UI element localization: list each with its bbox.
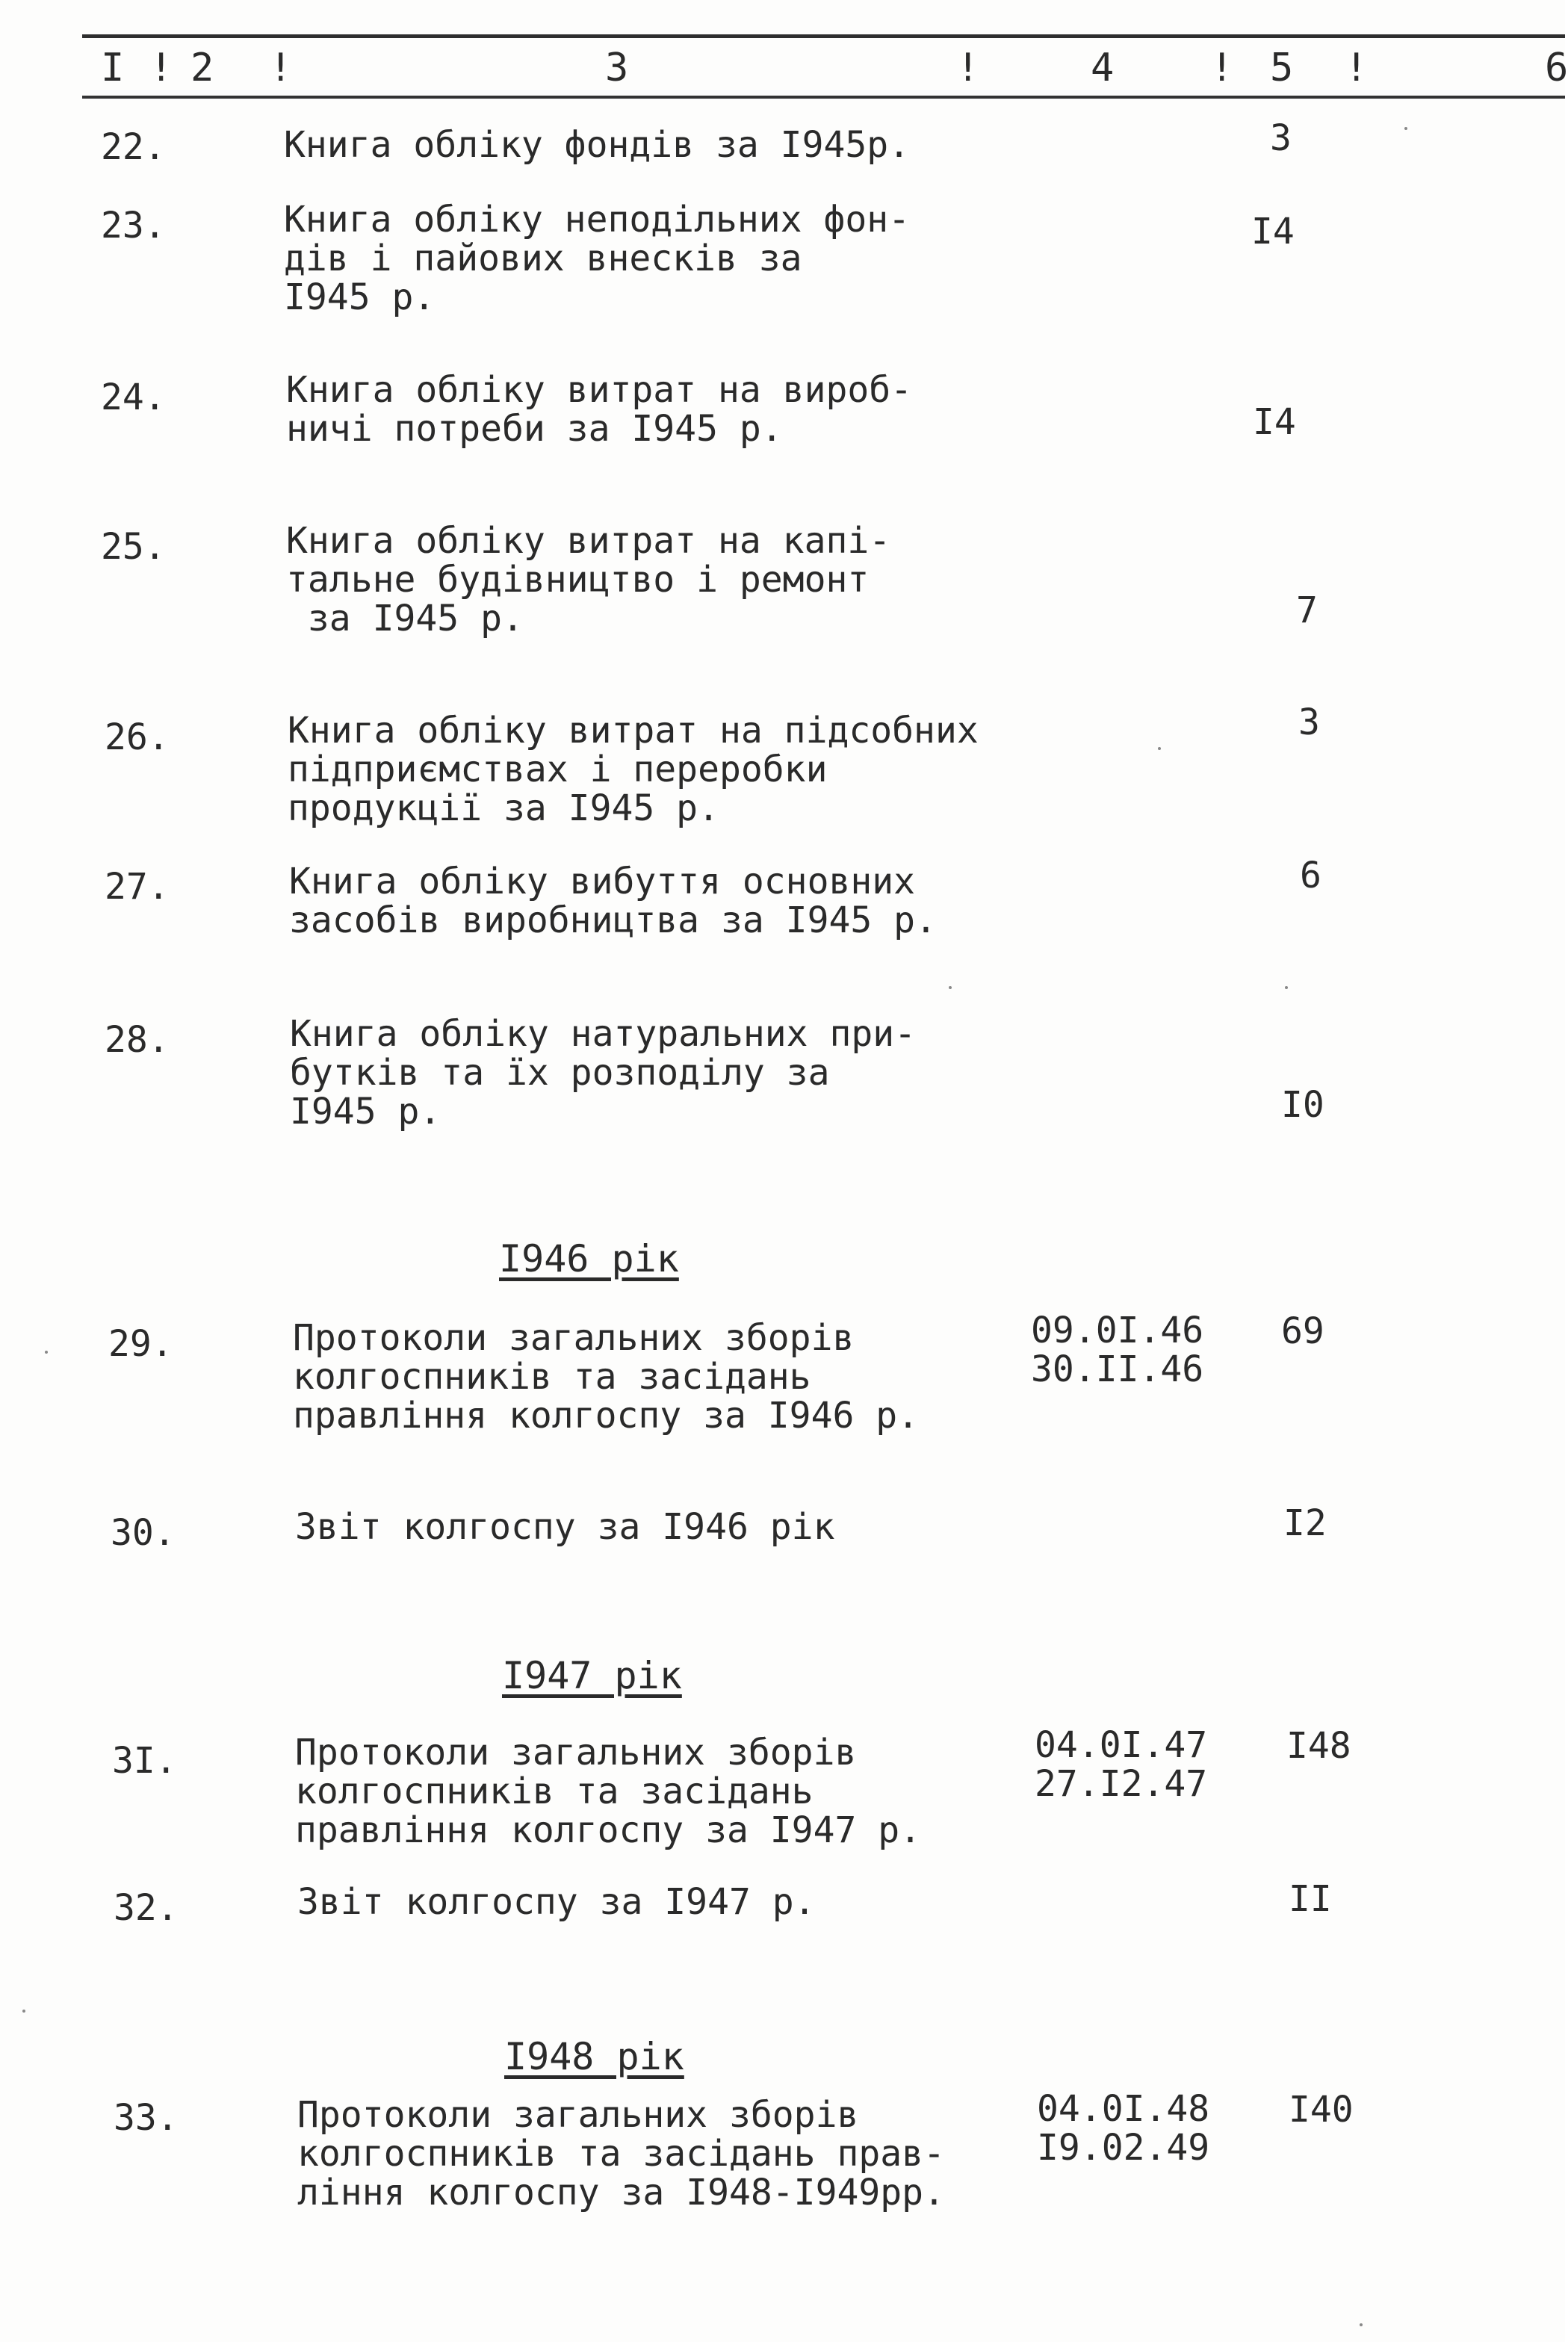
scan-speck xyxy=(949,986,952,989)
entry-page-count: I2 xyxy=(1283,1502,1327,1544)
entry-number: 23. xyxy=(101,205,166,247)
entry-title: Книга обліку неподільних фон- дів і пайових внесків за I945 р. xyxy=(284,199,911,318)
header-col-1: I xyxy=(101,46,125,90)
entry-page-count: 3 xyxy=(1270,117,1292,159)
entry-title: Книга обліку натуральних при- бутків та їх розподілу за I945 р. xyxy=(290,1013,917,1133)
header-col-6: 6 xyxy=(1545,46,1568,90)
header-col-5: 5 xyxy=(1270,46,1294,90)
entry-page-count: 69 xyxy=(1281,1310,1324,1352)
header-col-4: 4 xyxy=(1091,46,1115,90)
entry-page-count: I40 xyxy=(1289,2089,1354,2131)
scan-speck xyxy=(1285,986,1288,989)
entry-number: 29. xyxy=(108,1323,173,1365)
entry-title: Книга обліку витрат на капі- тальне будівництво і ремонт за I945 р. xyxy=(286,520,891,639)
entry-number: 30. xyxy=(111,1512,176,1554)
entry-date-range: 09.0I.46 30.II.46 xyxy=(1031,1310,1204,1390)
entry-page-count: II xyxy=(1289,1878,1332,1920)
entry-title: Протоколи загальних зборів колгоспників та засідань правління колгоспу за I947 р. xyxy=(295,1732,922,1851)
scan-speck xyxy=(1158,747,1161,750)
scan-speck xyxy=(45,1351,48,1354)
entry-number: 33. xyxy=(114,2097,179,2139)
entry-title: Книга обліку витрат на вироб- ничі потреби за I945 р. xyxy=(286,369,913,450)
column-header-row xyxy=(0,42,1568,94)
entry-page-count: I4 xyxy=(1251,211,1295,253)
header-separator: ! xyxy=(1210,46,1234,90)
header-rule xyxy=(82,96,1565,99)
year-heading: I947 рік xyxy=(502,1654,682,1697)
header-separator: ! xyxy=(956,46,980,90)
entry-number: 22. xyxy=(101,126,166,168)
entry-page-count: I4 xyxy=(1253,401,1296,443)
entry-number: 3I. xyxy=(112,1740,177,1782)
entry-title: Звіт колгоспу за I946 рік xyxy=(295,1506,835,1548)
header-separator: ! xyxy=(269,46,293,90)
entry-number: 25. xyxy=(101,526,166,568)
entry-title: Книга обліку витрат на підсобних підприємствах і переробки продукції за I945 р. xyxy=(288,710,979,829)
entry-number: 24. xyxy=(101,377,166,418)
header-separator: ! xyxy=(149,46,173,90)
entry-title: Протоколи загальних зборів колгоспників та засідань правління колгоспу за I946 р. xyxy=(293,1317,920,1437)
entry-number: 26. xyxy=(105,716,170,758)
entry-title: Протоколи загальних зборів колгоспників та засідань прав- ління колгоспу за I948-I949рр. xyxy=(297,2094,945,2214)
top-rule xyxy=(82,34,1565,38)
entry-page-count: 7 xyxy=(1296,589,1318,631)
entry-date-range: 04.0I.47 27.I2.47 xyxy=(1035,1724,1208,1805)
entry-page-count: 6 xyxy=(1300,855,1321,896)
header-separator: ! xyxy=(1345,46,1369,90)
entry-page-count: I0 xyxy=(1281,1084,1324,1126)
header-col-2: 2 xyxy=(190,46,214,90)
entry-page-count: 3 xyxy=(1298,701,1320,743)
entry-title: Звіт колгоспу за I947 р. xyxy=(297,1881,816,1923)
scan-speck xyxy=(1404,127,1407,130)
entry-number: 27. xyxy=(105,866,170,908)
scan-speck xyxy=(22,2010,25,2013)
entry-number: 28. xyxy=(105,1019,170,1061)
scan-speck xyxy=(1360,2323,1363,2326)
entry-number: 32. xyxy=(114,1887,179,1929)
entry-date-range: 04.0I.48 I9.02.49 xyxy=(1037,2088,1210,2169)
year-heading: I948 рік xyxy=(504,2035,684,2078)
entry-title: Книга обліку фондів за I945р. xyxy=(284,124,911,166)
year-heading: I946 рік xyxy=(499,1237,679,1280)
header-col-3: 3 xyxy=(605,46,629,90)
entry-page-count: I48 xyxy=(1286,1725,1351,1767)
entry-title: Книга обліку вибуття основних засобів виробництва за I945 р. xyxy=(289,861,937,941)
